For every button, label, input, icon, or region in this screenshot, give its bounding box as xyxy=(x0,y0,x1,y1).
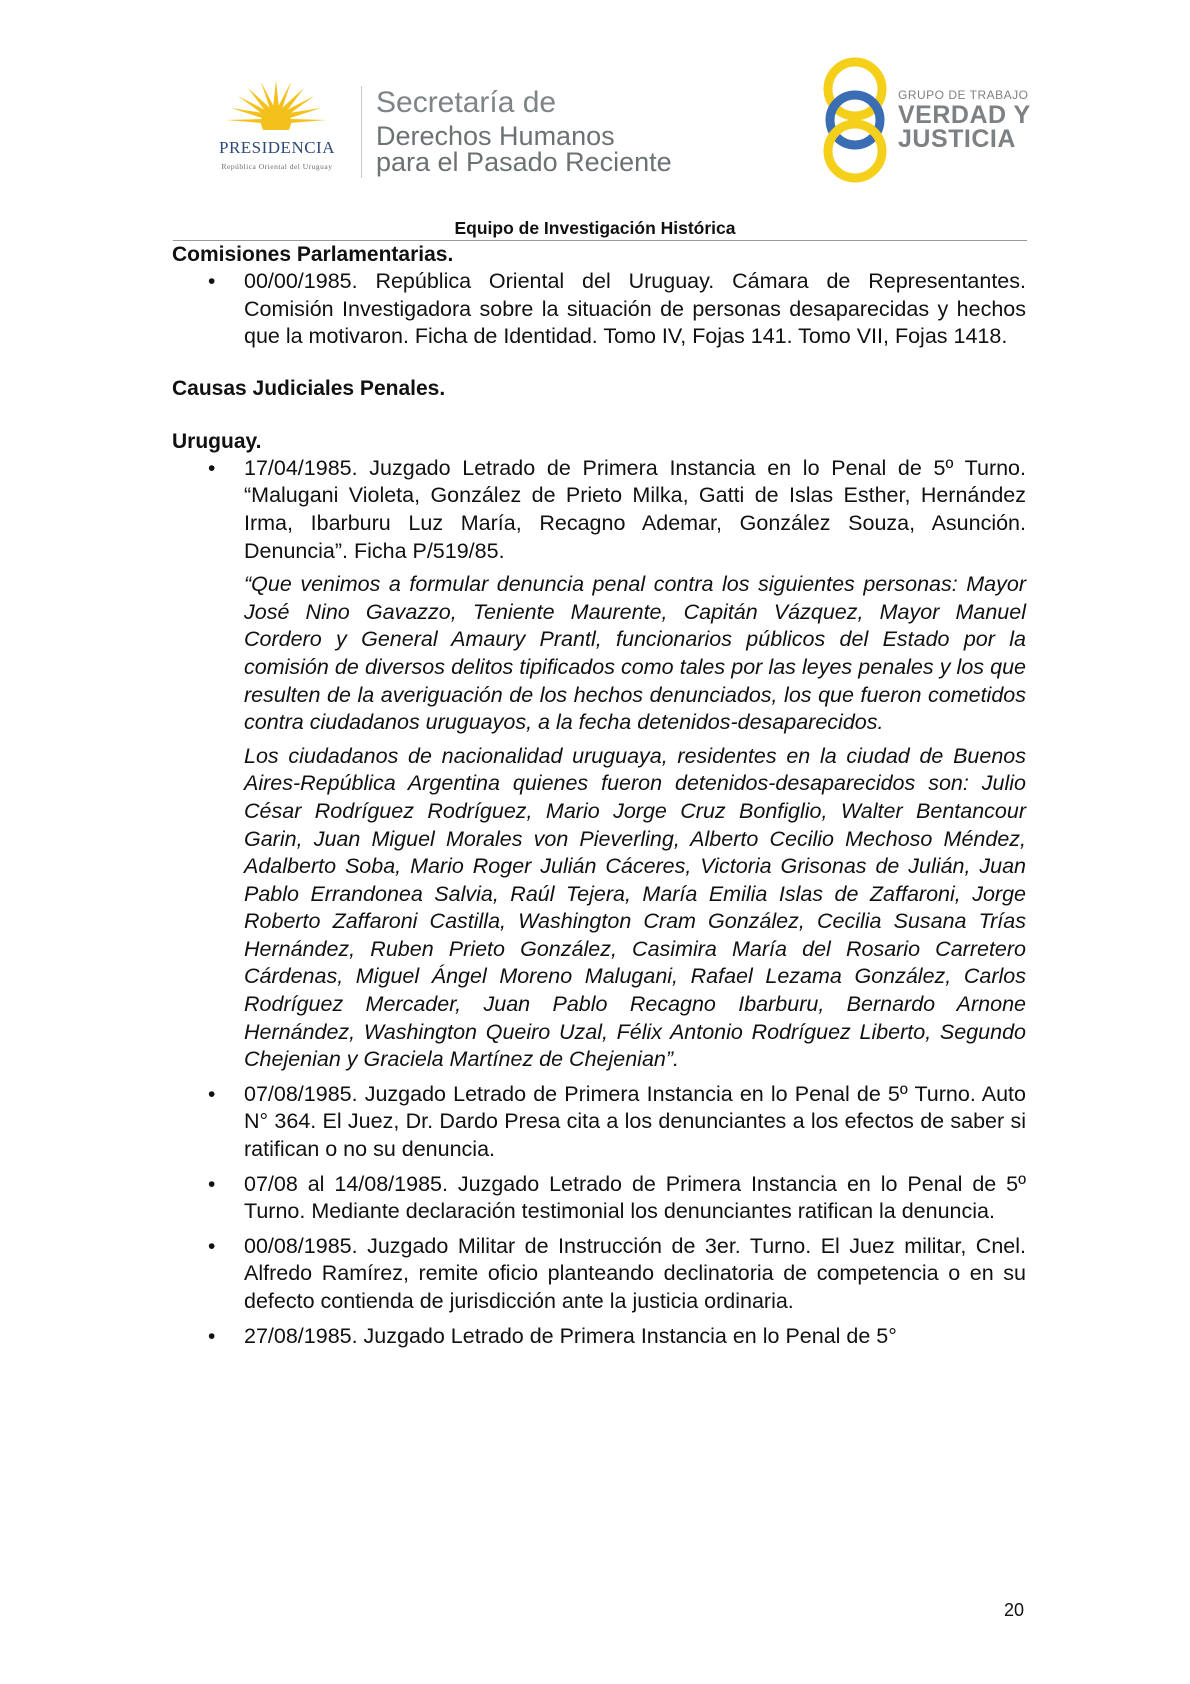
bullet: • xyxy=(208,456,216,480)
section-title-comisiones: Comisiones Parlamentarias. xyxy=(172,243,454,266)
comisiones-list xyxy=(172,268,1026,351)
list-item xyxy=(172,1323,1026,1351)
entry-text: 00/08/1985. Juzgado Militar de Instrucción de 3er. Turno. El Juez militar, Cnel. Alfredo Ramírez, remite oficio planteando declinatoria de competencia o en su defecto contienda de jurisdicción ante la justicia ordinaria. xyxy=(244,1233,1026,1313)
interlocking-rings-icon xyxy=(818,54,892,184)
section-title-causas: Causas Judiciales Penales. xyxy=(172,376,446,400)
entry-text: 07/08 al 14/08/1985. Juzgado Letrado de Primera Instancia en lo Penal de 5º Turno. Mediante declaración testimonial los denunciantes ratifican la denuncia. xyxy=(244,1171,1026,1224)
bullet: • xyxy=(208,1324,216,1348)
secretaria-line-2: Derechos Humanos xyxy=(376,121,615,151)
presidencia-subtitle: República Oriental del Uruguay xyxy=(221,162,333,171)
bullet: • xyxy=(208,1082,216,1106)
entry-text: 07/08/1985. Juzgado Letrado de Primera Instancia en lo Penal de 5º Turno. Auto N° 364. El Juez, Dr. Dardo Presa cita a los denunciantes a los efectos de saber si ratifican o no su denuncia. xyxy=(244,1081,1026,1162)
entry-text: 27/08/1985. Juzgado Letrado de Primera Instancia en lo Penal de 5° xyxy=(244,1323,897,1348)
quote-paragraph: “Que venimos a formular denuncia penal contra los siguientes personas: Mayor José Nino Gavazzo, Teniente Maurente, Capitán Vázquez, Mayor Manuel Cordero y General Amaury Prantl, funcionarios públicos del Estado por la comisión de diversos delitos tipificados como tales por las leyes penales y los que resulten de la averiguación de los hechos denunciados, los que fueron cometidos contra ciudadanos uruguayos, a la fecha detenidos-desaparecidos. xyxy=(244,572,1026,735)
section-title-uruguay: Uruguay. xyxy=(172,429,262,453)
presidencia-logo xyxy=(198,78,356,178)
verdad-justicia-logo xyxy=(818,54,1038,184)
bullet: • xyxy=(208,1172,216,1196)
header-divider xyxy=(361,86,362,178)
sun-icon xyxy=(226,78,326,138)
justicia-label: JUSTICIA xyxy=(898,125,1016,153)
bullet: • xyxy=(208,270,216,293)
quote-paragraph: Los ciudadanos de nacionalidad uruguaya, residentes en la ciudad de Buenos Aires-República Argentina quienes fueron detenidos-desaparecidos son: Julio César Rodríguez Rodríguez, Mario Jorge Cruz Bonfiglio, Walter Bentancour Garin, Juan Miguel Morales von Pieverling, Alberto Cecilio Mechoso Méndez, Adalberto Soba, Mario Roger Julián Cáceres, Victoria Grisonas de Julián, Juan Pablo Errandonea Salvia, Raúl Tejera, María Emilia Islas de Zaffaroni, Jorge Roberto Zaffaroni Castilla, Washington Cram González, Cecilia Susana Trías Hernández, Ruben Prieto González, Casimira María del Rosario Carretero Cárdenas, Miguel Ángel Moreno Malugani, Rafael Lezama González, Carlos Rodríguez Mercader, Juan Pablo Recagno Ibarburu, Bernardo Arnone Hernández, Washington Queiro Uzal, Félix Antonio Rodríguez Liberto, Segundo Chejenian y Graciela Martínez de Chejenian”. xyxy=(244,743,1026,1072)
secretaria-line-1: Secretaría de xyxy=(376,86,557,119)
secretaria-line-3: para el Pasado Reciente xyxy=(376,147,672,177)
list-item xyxy=(172,1233,1026,1316)
bullet: • xyxy=(208,1234,216,1258)
document-body xyxy=(172,241,1026,1350)
page-number: 20 xyxy=(1004,1600,1025,1620)
list-item xyxy=(172,455,1026,1074)
uruguay-list xyxy=(172,455,1026,1350)
entry-text: 17/04/1985. Juzgado Letrado de Primera Instancia en lo Penal de 5º Turno. “Malugani Violeta, González de Prieto Milka, Gatti de Islas Esther, Hernández Irma, Ibarburu Luz María, Recagno Ademar, González Souza, Asunción. Denuncia”. Ficha P/519/85. xyxy=(244,455,1026,563)
presidencia-name: PRESIDENCIA xyxy=(218,138,335,157)
list-item xyxy=(172,1081,1026,1164)
list-item xyxy=(172,268,1026,351)
team-label: Equipo de Investigación Histórica xyxy=(454,218,736,238)
grupo-de-trabajo-label: GRUPO DE TRABAJO xyxy=(898,88,1029,102)
list-item xyxy=(172,1171,1026,1226)
verdad-label: VERDAD Y xyxy=(898,101,1031,129)
entry-text: 00/00/1985. República Oriental del Uruguay. Cámara de Representantes. Comisión Investigadora sobre la situación de personas desaparecidas y hechos que la motivaron. Ficha de Identidad. Tomo IV, Fojas 141. Tomo VII, Fojas 1418. xyxy=(244,269,1026,349)
